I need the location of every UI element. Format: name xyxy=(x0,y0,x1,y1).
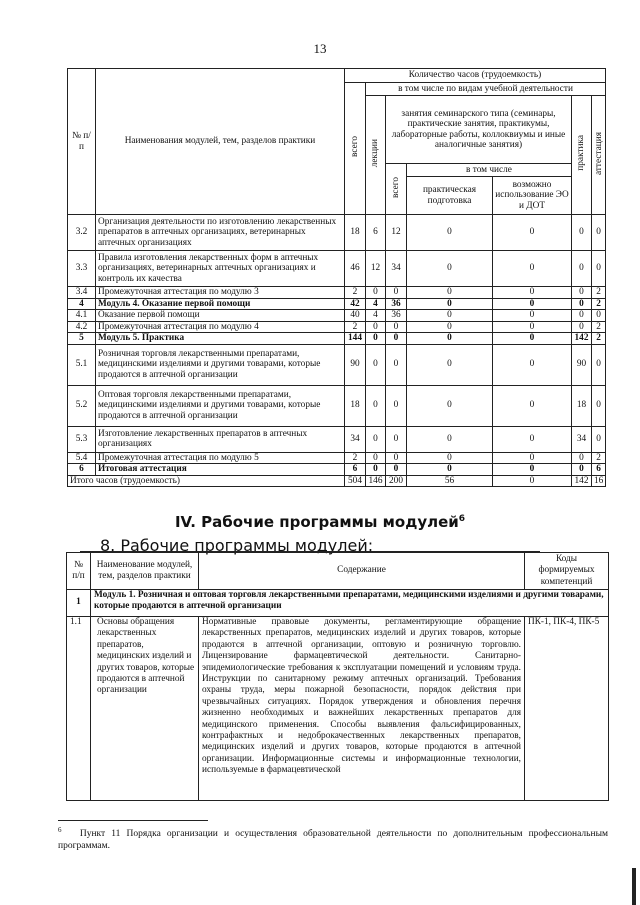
table-row xyxy=(68,287,606,299)
header-seminars: занятия семинарского типа (семинары, практические занятия, практикумы, лабораторные работы, коллоквиумы и иные аналогичные занятия) xyxy=(386,96,572,164)
table-row xyxy=(68,298,606,310)
row-value-eo: 0 xyxy=(493,215,572,251)
footnote-mark: 6 xyxy=(58,826,62,834)
row-value-eo: 0 xyxy=(493,310,572,322)
row-value-practice: 0 xyxy=(572,452,592,464)
row-name: Розничная торговля лекарственными препаратами, медицинскими изделиями и другими товарами, которые продаются в аптечной организации xyxy=(96,344,345,385)
row-value-practice: 0 xyxy=(572,251,592,287)
row-num: 4.1 xyxy=(68,310,96,322)
row-value-lect: 0 xyxy=(366,426,386,452)
row-value-eo: 0 xyxy=(493,321,572,333)
header-hours: Количество часов (трудоемкость) xyxy=(345,69,606,83)
row-name: Правила изготовления лекарственных форм в аптечных организациях, ветеринарных аптечных организациях и контроль их качества xyxy=(96,251,345,287)
row-num: 5 xyxy=(68,333,96,345)
row-value-sem: 36 xyxy=(386,310,407,322)
footnote-text: Пункт 11 Порядка организации и осуществления образовательной деятельности по дополнительным профессиональным программам. xyxy=(58,829,608,852)
row-value-practice: 142 xyxy=(572,333,592,345)
total-cell: 16 xyxy=(592,475,606,487)
row-value-total: 2 xyxy=(345,321,366,333)
footnote-divider xyxy=(58,820,208,821)
row-value-lect: 12 xyxy=(366,251,386,287)
row-value-lect: 0 xyxy=(366,452,386,464)
row-value-practice: 18 xyxy=(572,385,592,426)
row-num: 3.3 xyxy=(68,251,96,287)
total-cell: 200 xyxy=(386,475,407,487)
table-row xyxy=(68,452,606,464)
row-name: Промежуточная аттестация по модулю 3 xyxy=(96,287,345,299)
row-value-eo: 0 xyxy=(493,426,572,452)
row-value-lect: 0 xyxy=(366,333,386,345)
footnote xyxy=(58,824,608,852)
row-value-eo: 0 xyxy=(493,344,572,385)
row-value-lect: 4 xyxy=(366,298,386,310)
row-value-pract: 0 xyxy=(407,287,493,299)
row-value-practice: 34 xyxy=(572,426,592,452)
header-name: Наименования модулей, тем, разделов практики xyxy=(96,69,345,215)
row-value-pract: 0 xyxy=(407,426,493,452)
table-row xyxy=(68,385,606,426)
row-value-pract: 0 xyxy=(407,385,493,426)
subheading: 8. Рабочие программы модулей: xyxy=(100,536,374,555)
total-label: Итого часов (трудоемкость) xyxy=(68,475,345,487)
row-num: 5.3 xyxy=(68,426,96,452)
t2-header-name: Наименование модулей, тем, разделов практики xyxy=(91,553,199,590)
row-value-lect: 0 xyxy=(366,344,386,385)
table-row xyxy=(68,321,606,333)
row-name: Изготовление лекарственных препаратов в аптечных организациях xyxy=(96,426,345,452)
row-value-practice: 0 xyxy=(572,298,592,310)
row-value-eo: 0 xyxy=(493,333,572,345)
row-name: Итоговая аттестация xyxy=(96,464,345,476)
row-value-total: 6 xyxy=(345,464,366,476)
row-value-att: 2 xyxy=(592,333,606,345)
header-practical: практическая подготовка xyxy=(407,177,493,215)
row-name: Модуль 5. Практика xyxy=(96,333,345,345)
table-row xyxy=(68,310,606,322)
row-num: 6 xyxy=(68,464,96,476)
row-value-att: 2 xyxy=(592,298,606,310)
row-value-lect: 0 xyxy=(366,464,386,476)
table-row xyxy=(68,333,606,345)
row-value-lect: 4 xyxy=(366,310,386,322)
total-cell: 146 xyxy=(366,475,386,487)
row-value-pract: 0 xyxy=(407,251,493,287)
row-num: 3.2 xyxy=(68,215,96,251)
row-value-pract: 0 xyxy=(407,310,493,322)
row-name: Модуль 4. Оказание первой помощи xyxy=(96,298,345,310)
page-number: 13 xyxy=(313,41,327,56)
row-value-lect: 0 xyxy=(366,287,386,299)
footnote-ref: 6 xyxy=(458,514,466,524)
row-value-practice: 0 xyxy=(572,464,592,476)
row-num: 1.1 xyxy=(67,617,91,801)
row-value-total: 46 xyxy=(345,251,366,287)
row-value-eo: 0 xyxy=(493,298,572,310)
row-value-pract: 0 xyxy=(407,298,493,310)
row-content: Нормативные правовые документы, регламентирующие обращение лекарственных препаратов, медицинских изделий и других товаров, которые продаются в аптечной организации, оптовую и розничную торговлю. Лицензирование фармацевтической деятельности. Санитарно-эпидемиологические требования к эксплуатации помещений и условиям труда. Инструкции по санитарному режиму аптечных организаций. Требования охраны труда, меры пожарной безопасности, порядок действия при чрезвычайных ситуациях. Порядок утверждения и обновления перечня жизненно необходимых и важнейших лекарственных препаратов для медицинского применения. Способы выявления фальсифицированных, контрафактных и недоброкачественных лекарственных препаратов, медицинских изделий и других товаров, которые продаются в аптечной организации. Информационные системы и информационные технологии, используемые в фармацевтической xyxy=(199,617,525,801)
row-name: Промежуточная аттестация по модулю 5 xyxy=(96,452,345,464)
row-value-total: 18 xyxy=(345,215,366,251)
row-value-practice: 0 xyxy=(572,310,592,322)
total-cell: 504 xyxy=(345,475,366,487)
hours-table xyxy=(67,68,606,487)
row-value-att: 0 xyxy=(592,385,606,426)
row-num: 4 xyxy=(68,298,96,310)
table-row xyxy=(68,426,606,452)
row-codes: ПК-1, ПК-4, ПК-5 xyxy=(525,617,609,801)
header-sem-total: всего xyxy=(386,164,407,215)
row-value-eo: 0 xyxy=(493,385,572,426)
header-incl: в том числе xyxy=(407,164,572,177)
row-value-total: 2 xyxy=(345,452,366,464)
row-name: Оптовая торговля лекарственными препаратами, медицинскими изделиями и другими товарами, которые продаются в аптечной организации xyxy=(96,385,345,426)
row-num: 5.1 xyxy=(68,344,96,385)
row-value-total: 2 xyxy=(345,287,366,299)
row-value-practice: 0 xyxy=(572,287,592,299)
row-value-att: 0 xyxy=(592,426,606,452)
row-value-att: 0 xyxy=(592,310,606,322)
row-value-pract: 0 xyxy=(407,344,493,385)
t2-header-num: № п/п xyxy=(67,553,91,590)
table-row xyxy=(68,251,606,287)
row-value-att: 6 xyxy=(592,464,606,476)
row-value-pract: 0 xyxy=(407,333,493,345)
row-value-total: 40 xyxy=(345,310,366,322)
scan-edge xyxy=(632,868,636,905)
row-value-att: 0 xyxy=(592,344,606,385)
row-name: Промежуточная аттестация по модулю 4 xyxy=(96,321,345,333)
row-value-eo: 0 xyxy=(493,452,572,464)
row-value-total: 144 xyxy=(345,333,366,345)
row-value-sem: 36 xyxy=(386,298,407,310)
row-num: 3.4 xyxy=(68,287,96,299)
table-row xyxy=(68,344,606,385)
row-name: Основы обращения лекарственных препаратов, медицинских изделий и других товаров, которые продаются в аптечной организации xyxy=(91,617,199,801)
t2-header-content: Содержание xyxy=(199,553,525,590)
row-value-eo: 0 xyxy=(493,251,572,287)
row-value-total: 90 xyxy=(345,344,366,385)
row-value-sem: 0 xyxy=(386,452,407,464)
module-num: 1 xyxy=(67,590,91,617)
row-value-sem: 0 xyxy=(386,321,407,333)
row-value-sem: 0 xyxy=(386,426,407,452)
row-num: 5.4 xyxy=(68,452,96,464)
row-value-eo: 0 xyxy=(493,287,572,299)
table-row xyxy=(68,215,606,251)
row-num: 4.2 xyxy=(68,321,96,333)
row-value-att: 2 xyxy=(592,452,606,464)
row-value-pract: 0 xyxy=(407,321,493,333)
row-value-sem: 34 xyxy=(386,251,407,287)
header-num: № п/п xyxy=(68,69,96,215)
header-lectures: лекции xyxy=(366,96,386,215)
row-value-sem: 0 xyxy=(386,333,407,345)
row-value-pract: 0 xyxy=(407,452,493,464)
module-title: Модуль 1. Розничная и оптовая торговля лекарственными препаратами, медицинскими изделиями и другими товарами, которые продаются в аптечной организации xyxy=(91,590,609,617)
row-value-att: 2 xyxy=(592,287,606,299)
row-value-practice: 90 xyxy=(572,344,592,385)
t2-header-codes: Коды формируемых компетенций xyxy=(525,553,609,590)
table-row xyxy=(68,464,606,476)
row-value-sem: 0 xyxy=(386,385,407,426)
header-attestation: аттестация xyxy=(592,96,606,215)
section-heading: IV. Рабочие программы модулей$^6$ xyxy=(174,513,466,531)
row-value-att: 0 xyxy=(592,215,606,251)
row-value-total: 42 xyxy=(345,298,366,310)
row-value-lect: 6 xyxy=(366,215,386,251)
row-value-eo: 0 xyxy=(493,464,572,476)
row-value-pract: 0 xyxy=(407,215,493,251)
row-value-total: 18 xyxy=(345,385,366,426)
row-value-sem: 0 xyxy=(386,344,407,385)
row-value-sem: 0 xyxy=(386,287,407,299)
total-cell: 142 xyxy=(572,475,592,487)
row-value-lect: 0 xyxy=(366,321,386,333)
row-value-practice: 0 xyxy=(572,321,592,333)
row-name: Оказание первой помощи xyxy=(96,310,345,322)
row-value-att: 0 xyxy=(592,251,606,287)
total-cell: 56 xyxy=(407,475,493,487)
programs-table xyxy=(66,552,609,801)
row-num: 5.2 xyxy=(68,385,96,426)
row-value-practice: 0 xyxy=(572,215,592,251)
row-value-lect: 0 xyxy=(366,385,386,426)
row-value-att: 2 xyxy=(592,321,606,333)
total-cell: 0 xyxy=(493,475,572,487)
row-value-sem: 0 xyxy=(386,464,407,476)
header-total: всего xyxy=(345,83,366,215)
row-value-sem: 12 xyxy=(386,215,407,251)
header-by-type: в том числе по видам учебной деятельности xyxy=(366,83,606,96)
row-value-total: 34 xyxy=(345,426,366,452)
row-name: Организация деятельности по изготовлению лекарственных препаратов в аптечных организациях, ветеринарных аптечных организациях xyxy=(96,215,345,251)
row-value-pract: 0 xyxy=(407,464,493,476)
header-practice: практика xyxy=(572,96,592,215)
header-eo-dot: возможно использование ЭО и ДОТ xyxy=(493,177,572,215)
